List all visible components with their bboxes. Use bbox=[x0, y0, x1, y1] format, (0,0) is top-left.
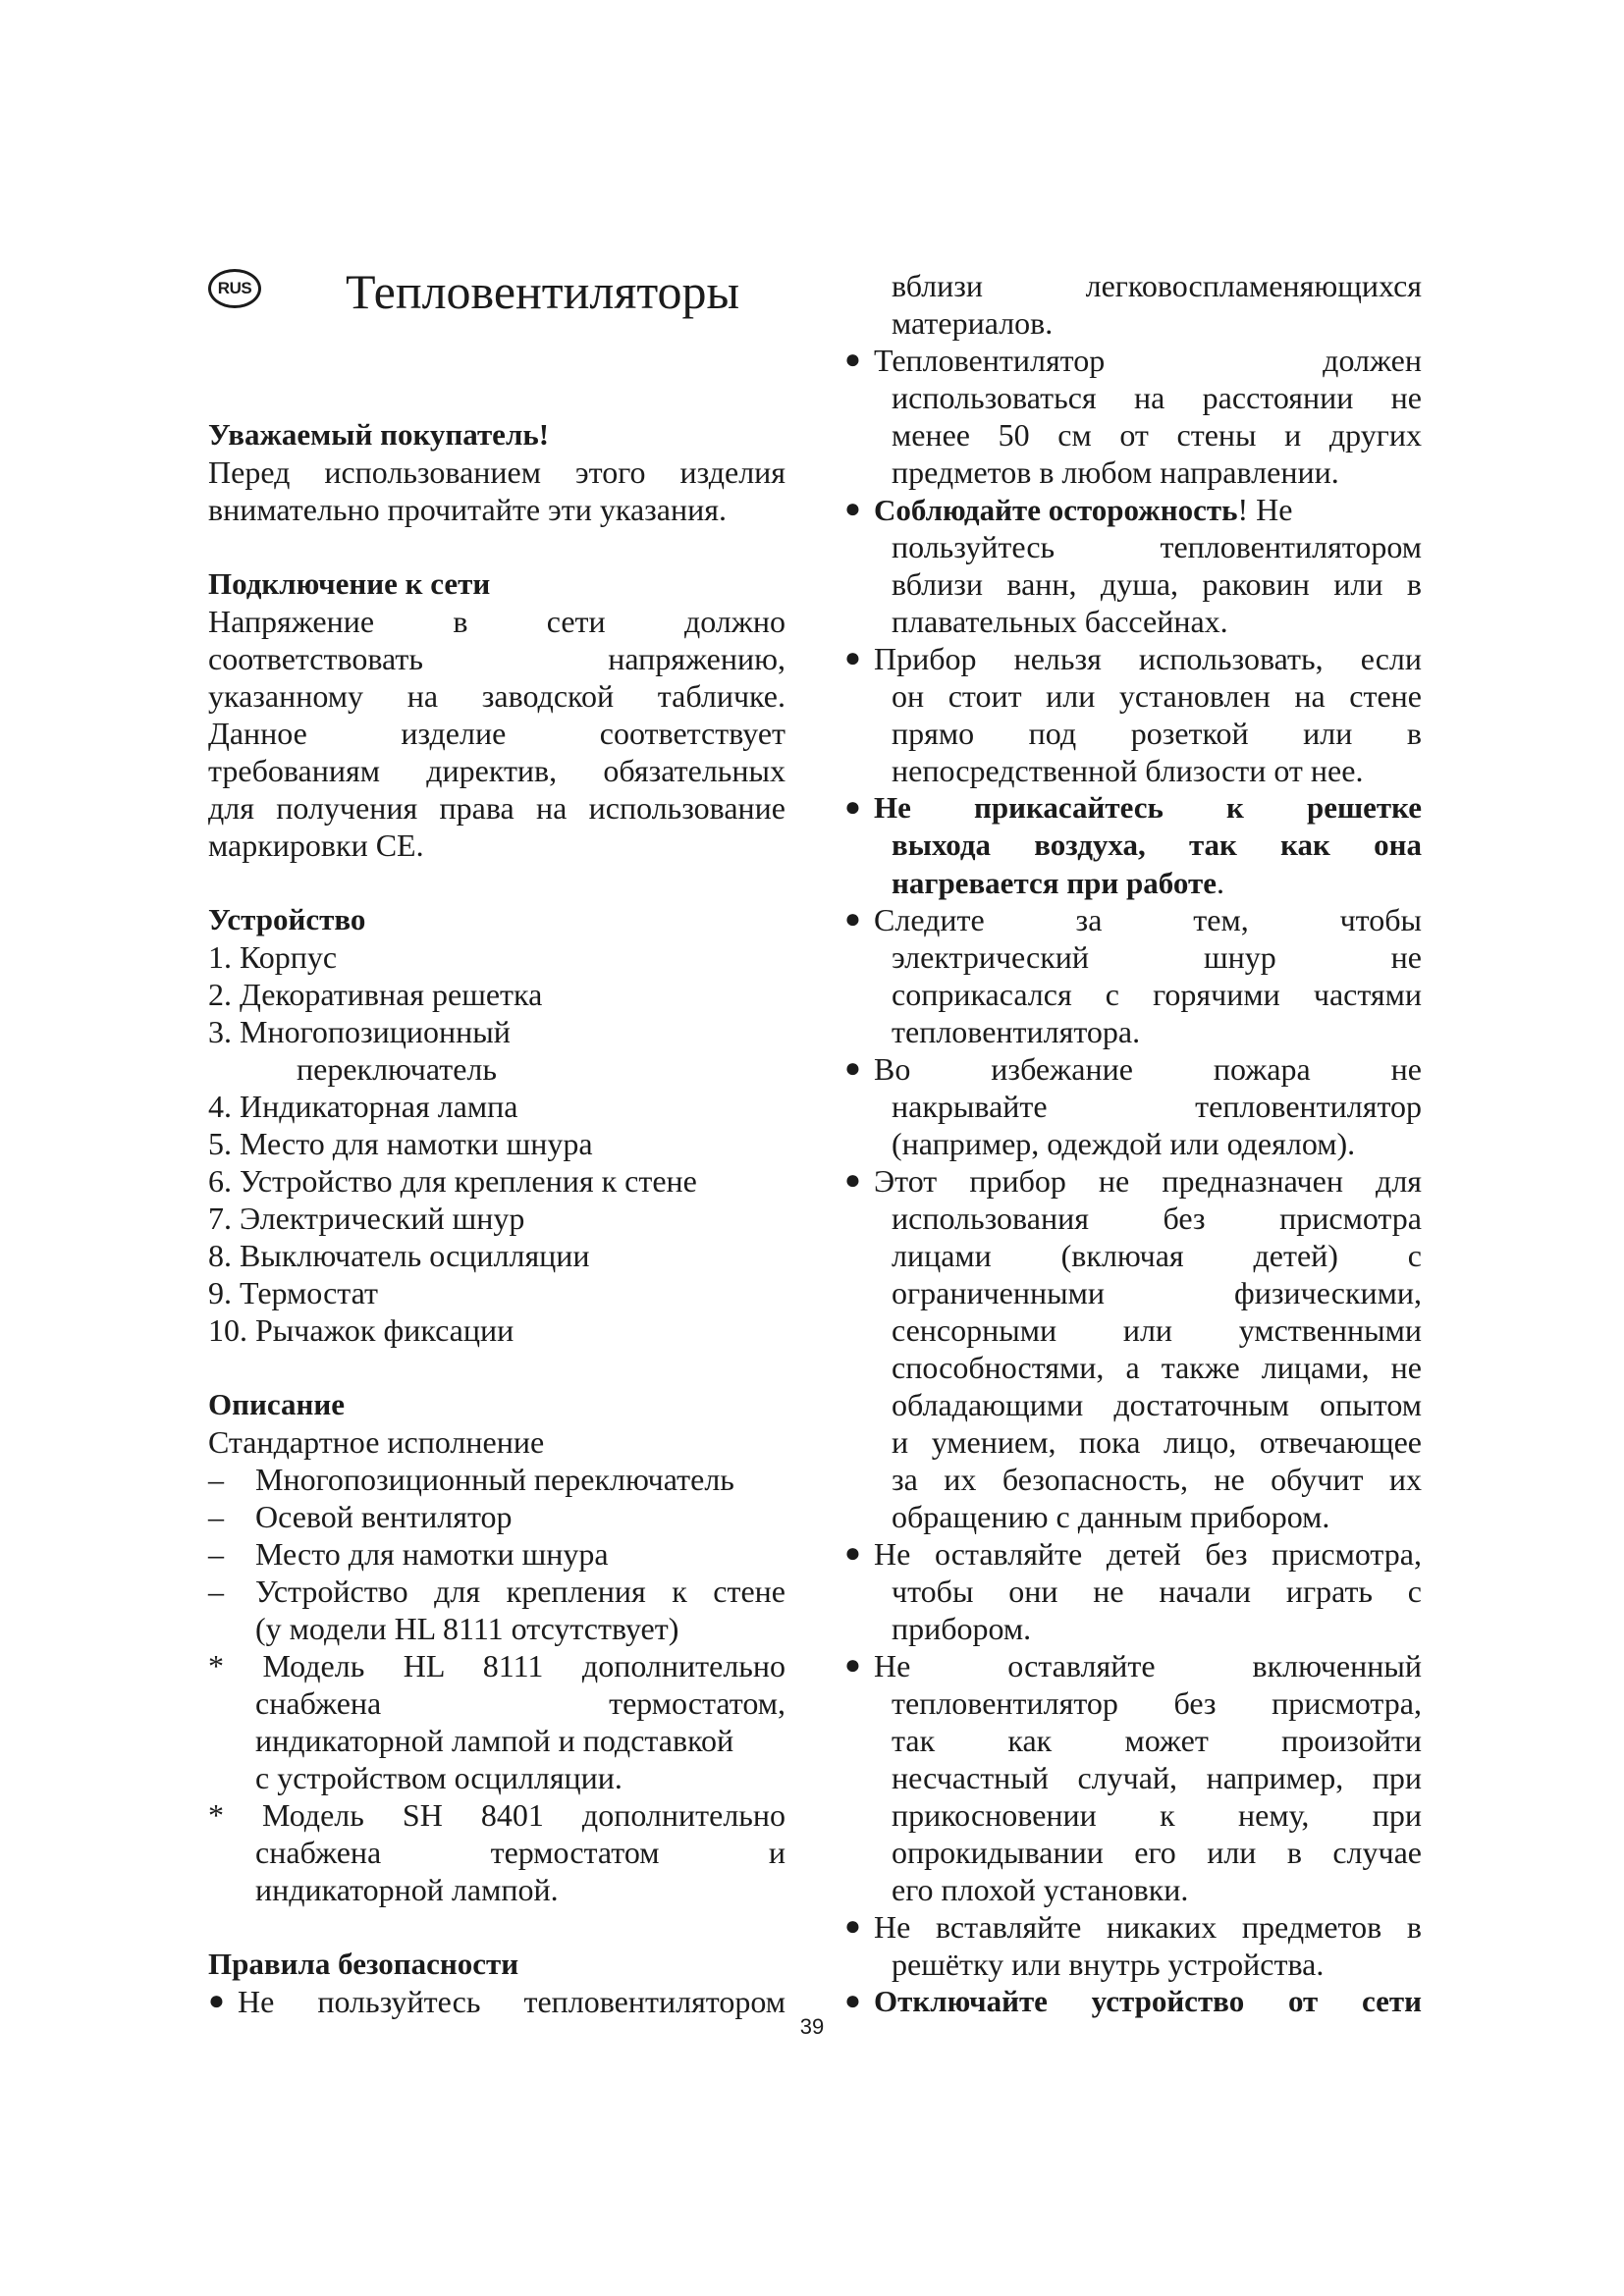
safety-warning-bold: Соблюдайте осторожность bbox=[874, 493, 1238, 527]
safety-text: Следите за тем, чтобы bbox=[874, 902, 1422, 937]
safety-text: непосредственной близости от нее. bbox=[892, 753, 1364, 788]
safety-text: чтобы они не начали играть с bbox=[892, 1574, 1422, 1609]
device-item: 8. Выключатель осцилляции bbox=[208, 1238, 590, 1273]
connection-text: соответствовать напряжению, bbox=[208, 641, 785, 676]
description-item: Осевой вентилятор bbox=[255, 1499, 513, 1534]
device-item: 7. Электрический шнур bbox=[208, 1201, 525, 1236]
dash-marker: – bbox=[208, 1499, 224, 1534]
device-item: 2. Декоративная решетка bbox=[208, 977, 543, 1012]
safety-text: тепловентилятора. bbox=[892, 1014, 1141, 1049]
bullet-icon: ● bbox=[844, 1053, 861, 1084]
bullet-icon: ● bbox=[844, 494, 861, 524]
device-item: 4. Индикаторная лампа bbox=[208, 1089, 518, 1124]
safety-text: Прибор нельзя использовать, если bbox=[874, 641, 1422, 676]
model-note: индикаторной лампой и подставкой bbox=[255, 1723, 734, 1758]
safety-text: прикосновении к нему, при bbox=[892, 1797, 1422, 1833]
description-item: Устройство для крепления к стене bbox=[255, 1574, 785, 1609]
safety-text: опрокидывании его или в случае bbox=[892, 1835, 1422, 1870]
bullet-icon: ● bbox=[844, 792, 861, 823]
device-item: 6. Устройство для крепления к стене bbox=[208, 1163, 697, 1199]
safety-text: прибором. bbox=[892, 1611, 1032, 1646]
description-item: (у модели HL 8111 отсутствует) bbox=[255, 1611, 679, 1646]
device-item: 5. Место для намотки шнура bbox=[208, 1126, 593, 1161]
device-heading: Устройство bbox=[208, 902, 366, 936]
safety-text: использоваться на расстоянии не bbox=[892, 380, 1422, 415]
connection-text: Данное изделие соответствует bbox=[208, 716, 785, 751]
safety-heading: Правила безопасности bbox=[208, 1947, 519, 1981]
connection-text: для получения права на использование bbox=[208, 790, 785, 826]
safety-text-bold bbox=[892, 864, 1422, 901]
safety-warning-bold: нагревается при работе bbox=[892, 866, 1217, 900]
device-item: переключатель bbox=[297, 1051, 497, 1087]
model-note: * Модель SH 8401 дополнительно bbox=[208, 1797, 785, 1833]
safety-text: несчастный случай, например, при bbox=[892, 1760, 1422, 1795]
bullet-icon: ● bbox=[844, 345, 861, 375]
safety-text: так как может произойти bbox=[892, 1723, 1422, 1758]
page-header bbox=[208, 257, 797, 336]
safety-text: менее 50 см от стены и других bbox=[892, 417, 1422, 453]
safety-text: способностями, а также лицами, не bbox=[892, 1350, 1422, 1385]
connection-text: маркировки СЕ. bbox=[208, 828, 424, 863]
device-item: 9. Термостат bbox=[208, 1275, 379, 1310]
safety-text: вблизи ванн, душа, раковин или в bbox=[892, 566, 1422, 602]
greeting-heading: Уважаемый покупатель! bbox=[208, 417, 550, 452]
safety-text: пользуйтесь тепловентилятором bbox=[892, 529, 1422, 564]
safety-text: тепловентилятор без присмотра, bbox=[892, 1685, 1422, 1721]
safety-warning-bold: выхода воздуха, так как она bbox=[892, 828, 1422, 862]
safety-text: и умением, пока лицо, отвечающее bbox=[892, 1424, 1422, 1460]
dash-marker: – bbox=[208, 1462, 224, 1497]
safety-text: Не пользуйтесь тепловентилятором bbox=[238, 1984, 785, 2019]
bullet-icon: ● bbox=[844, 1650, 861, 1681]
description-heading: Описание bbox=[208, 1387, 345, 1421]
safety-text: сенсорными или умственными bbox=[892, 1312, 1422, 1348]
safety-text: прямо под розеткой или в bbox=[892, 716, 1422, 751]
safety-text: ограниченными физическими, bbox=[892, 1275, 1422, 1310]
device-item: 3. Многопозиционный bbox=[208, 1014, 511, 1049]
dash-marker: – bbox=[208, 1574, 224, 1609]
safety-warning-bold: Не прикасайтесь к решетке bbox=[874, 790, 1422, 825]
greeting-text: Перед использованием этого изделия bbox=[208, 454, 785, 490]
greeting-text: внимательно прочитайте эти указания. bbox=[208, 492, 727, 527]
model-note: снабжена термостатом и bbox=[255, 1835, 785, 1870]
connection-text: требованиям директив, обязательных bbox=[208, 753, 785, 788]
safety-text: материалов. bbox=[892, 305, 1054, 341]
safety-text: за их безопасность, не обучит их bbox=[892, 1462, 1422, 1497]
safety-text: Не вставляйте никаких предметов в bbox=[874, 1909, 1422, 1945]
model-note: * Модель HL 8111 дополнительно bbox=[208, 1648, 785, 1683]
safety-text: Тепловентилятор должен bbox=[874, 343, 1422, 378]
safety-text: Не оставляйте детей без присмотра, bbox=[874, 1536, 1422, 1572]
model-note: снабжена термостатом, bbox=[255, 1685, 785, 1721]
safety-text: использования без присмотра bbox=[892, 1201, 1422, 1236]
connection-text: Напряжение в сети должно bbox=[208, 604, 785, 639]
bullet-icon: ● bbox=[844, 1538, 861, 1569]
bullet-icon: ● bbox=[844, 1165, 861, 1196]
description-item: Многопозиционный переключатель bbox=[255, 1462, 734, 1497]
device-item: 1. Корпус bbox=[208, 939, 338, 975]
safety-warning-bold: Отключайте устройство от сети bbox=[874, 1984, 1422, 2018]
safety-text: предметов в любом направлении. bbox=[892, 454, 1339, 490]
safety-text: его плохой установки. bbox=[892, 1872, 1189, 1907]
safety-text: электрический шнур не bbox=[892, 939, 1422, 975]
connection-text: указанному на заводской табличке. bbox=[208, 678, 785, 714]
bullet-icon: ● bbox=[844, 1911, 861, 1942]
model-note: индикаторной лампой. bbox=[255, 1872, 559, 1907]
safety-text: ! Не bbox=[1237, 492, 1293, 527]
safety-text: он стоит или установлен на стене bbox=[892, 678, 1422, 714]
page-number: 39 bbox=[799, 2014, 825, 2039]
bullet-icon: ● bbox=[208, 1986, 225, 2016]
dash-marker: – bbox=[208, 1536, 224, 1572]
page-title: Тепловентиляторы bbox=[346, 264, 740, 319]
safety-text: плавательных бассейнах. bbox=[892, 604, 1228, 639]
device-item: 10. Рычажок фиксации bbox=[208, 1312, 514, 1348]
safety-text-bold bbox=[874, 491, 1292, 528]
bullet-icon: ● bbox=[844, 1986, 861, 2016]
safety-text: . bbox=[1216, 865, 1224, 900]
safety-text: Этот прибор не предназначен для bbox=[874, 1163, 1422, 1199]
description-intro: Стандартное исполнение bbox=[208, 1424, 545, 1460]
safety-text: соприкасался с горячими частями bbox=[892, 977, 1422, 1012]
safety-text: решётку или внутрь устройства. bbox=[892, 1947, 1325, 1982]
safety-text: накрывайте тепловентилятор bbox=[892, 1089, 1422, 1124]
bullet-icon: ● bbox=[844, 643, 861, 673]
safety-text: вблизи легковоспламеняющихся bbox=[892, 268, 1422, 303]
safety-text: обладающими достаточным опытом bbox=[892, 1387, 1422, 1422]
connection-heading: Подключение к сети bbox=[208, 566, 491, 601]
safety-text: лицами (включая детей) с bbox=[892, 1238, 1422, 1273]
safety-text: Не оставляйте включенный bbox=[874, 1648, 1422, 1683]
safety-text: Во избежание пожара не bbox=[874, 1051, 1422, 1087]
model-note: с устройством осцилляции. bbox=[255, 1760, 623, 1795]
safety-text: (например, одеждой или одеялом). bbox=[892, 1126, 1356, 1161]
language-badge: RUS bbox=[208, 269, 261, 308]
bullet-icon: ● bbox=[844, 904, 861, 934]
safety-text: обращению с данным прибором. bbox=[892, 1499, 1330, 1534]
description-item: Место для намотки шнура bbox=[255, 1536, 609, 1572]
